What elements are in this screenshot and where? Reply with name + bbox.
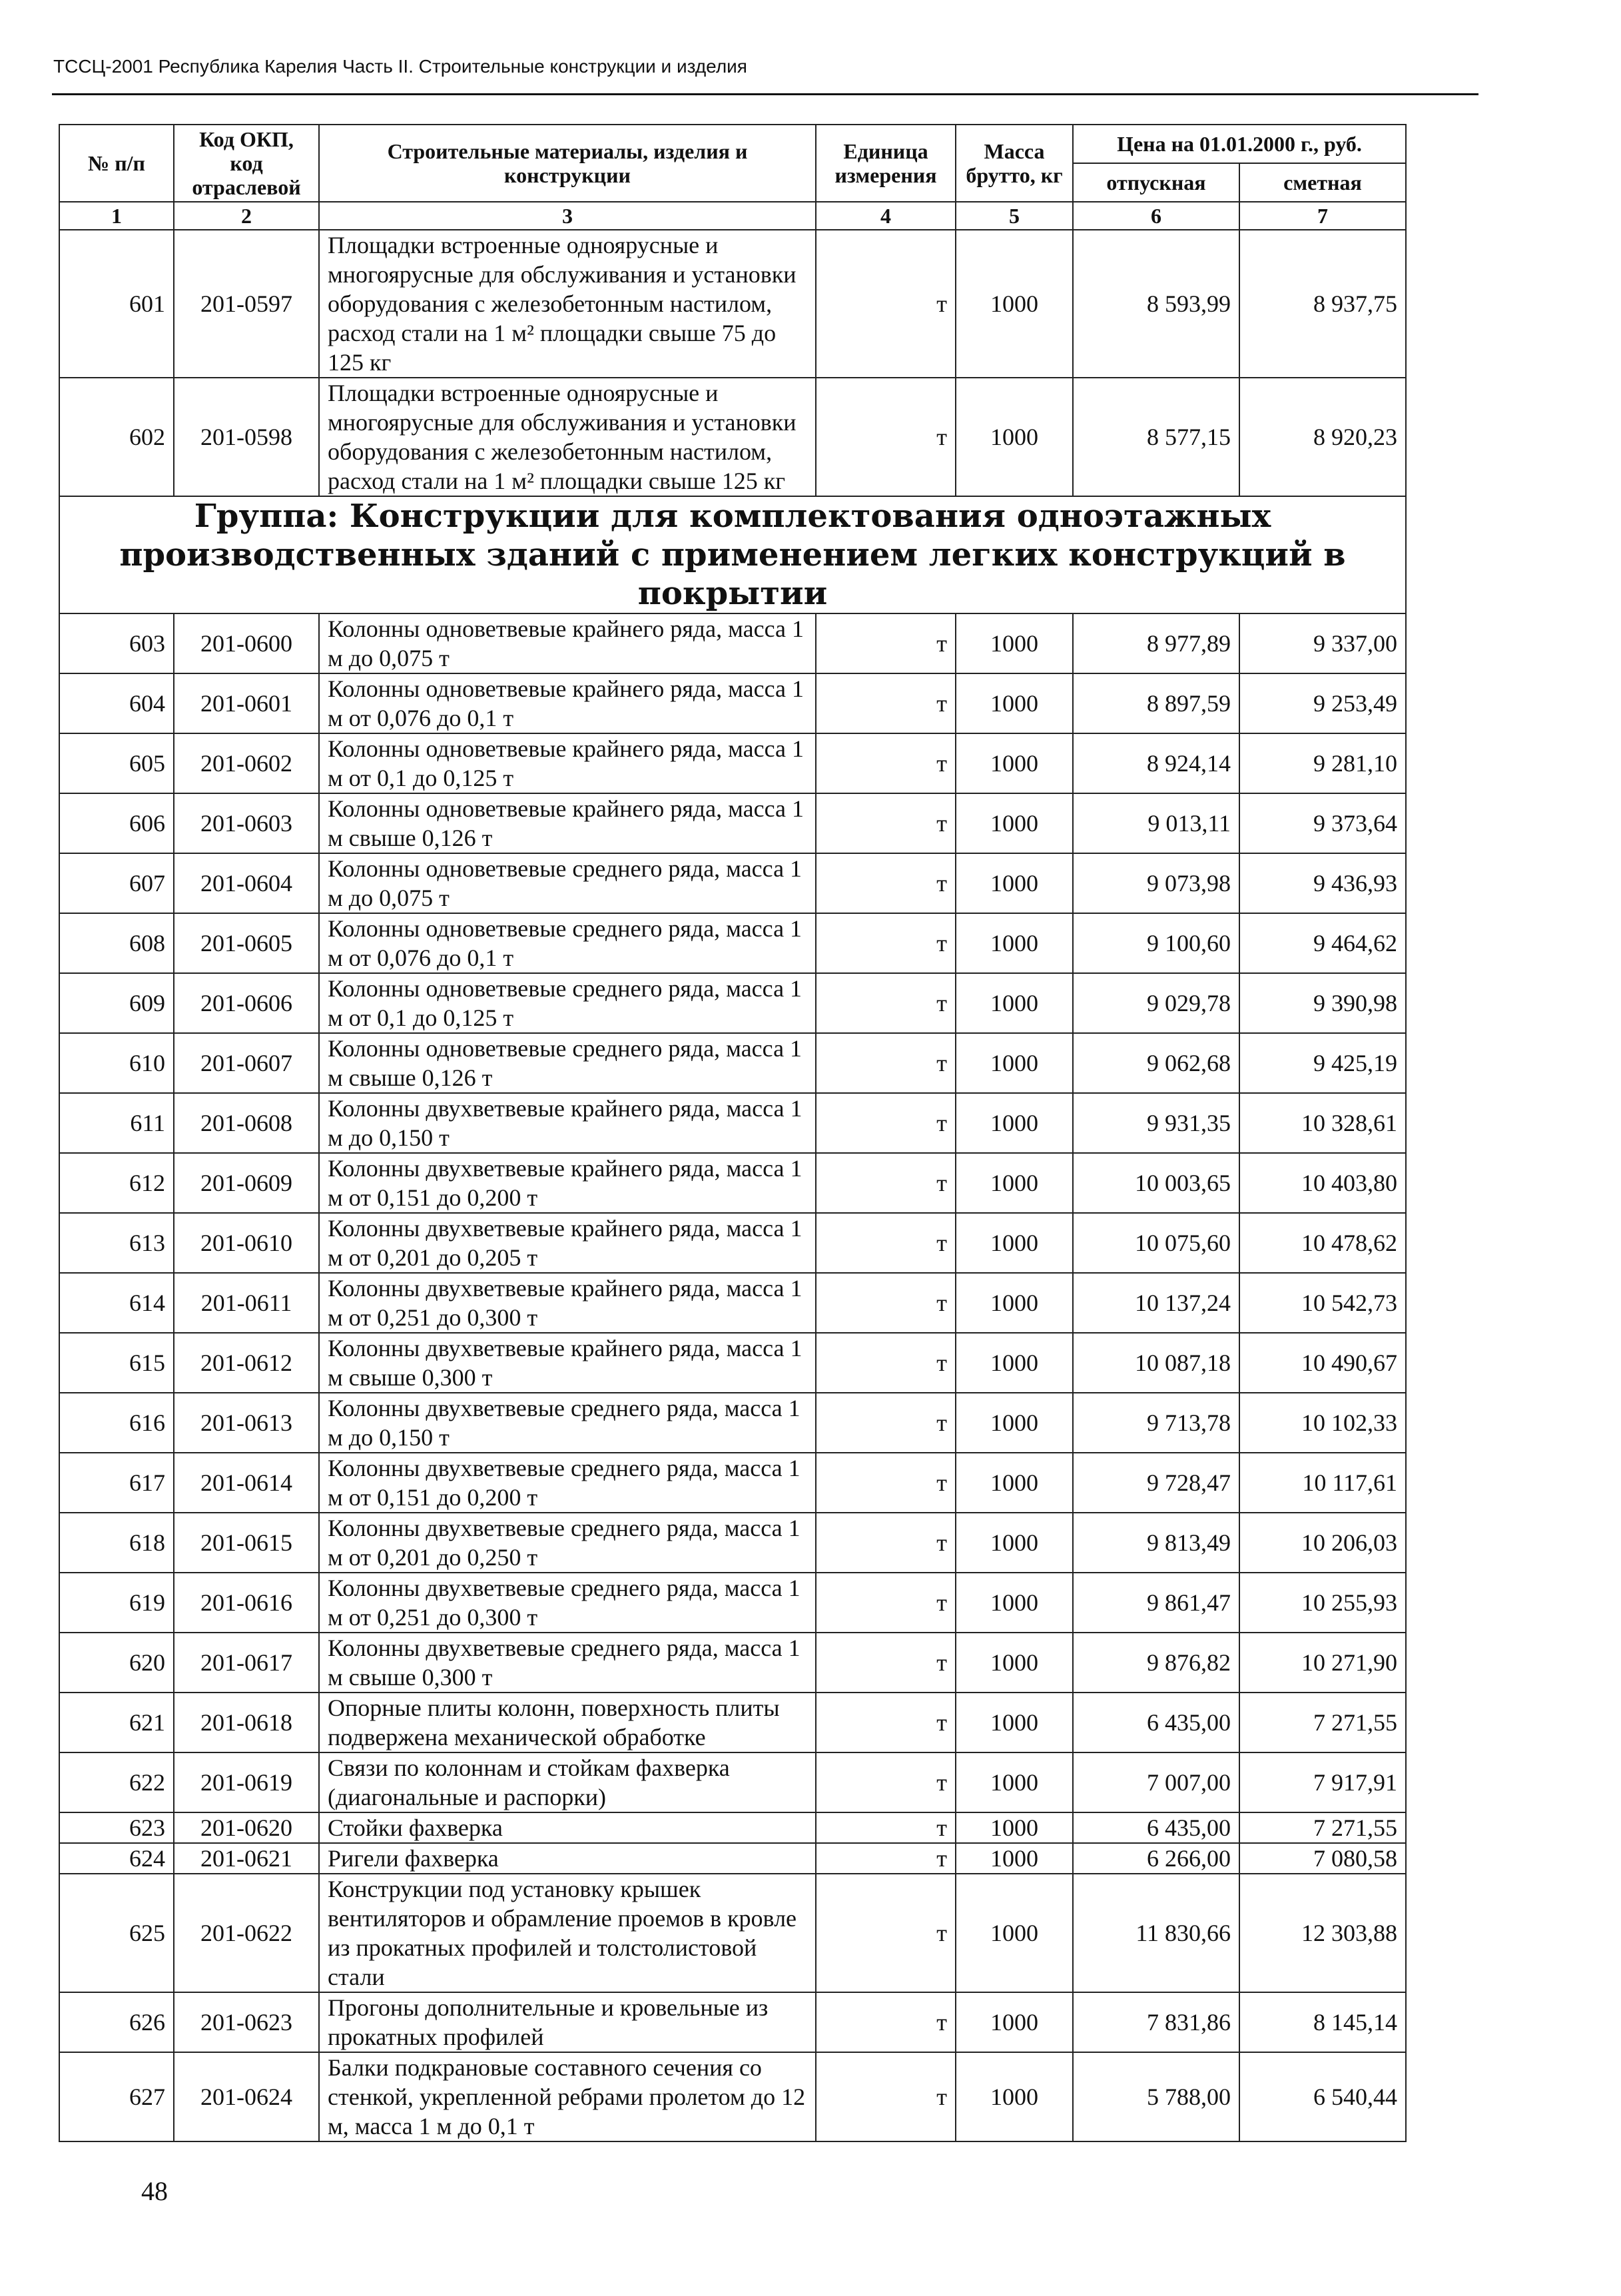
row-name: Колонны двухветвевые крайнего ряда, масса 1 м от 0,201 до 0,205 т <box>319 1213 816 1273</box>
header-code: Код ОКП, код отраслевой <box>174 125 319 202</box>
header-unit: Единица измерения <box>816 125 956 202</box>
table-row <box>59 378 1406 496</box>
row-unit: т <box>816 378 956 496</box>
table-row <box>59 1153 1406 1213</box>
row-code: 201-0618 <box>174 1693 319 1752</box>
row-estimate-price: 10 117,61 <box>1239 1453 1406 1513</box>
header-num: № п/п <box>59 125 174 202</box>
table-row <box>59 613 1406 673</box>
row-estimate-price: 7 080,58 <box>1239 1843 1406 1874</box>
row-mass: 1000 <box>956 1333 1073 1393</box>
row-unit: т <box>816 1633 956 1693</box>
row-code: 201-0622 <box>174 1874 319 1992</box>
row-name: Связи по колоннам и стойкам фахверка (диагональные и распорки) <box>319 1752 816 1812</box>
col-number: 4 <box>816 202 956 230</box>
row-code: 201-0598 <box>174 378 319 496</box>
row-unit: т <box>816 1812 956 1843</box>
col-number: 1 <box>59 202 174 230</box>
table-row <box>59 1573 1406 1633</box>
row-estimate-price: 10 206,03 <box>1239 1513 1406 1573</box>
page-number: 48 <box>141 2176 168 2206</box>
row-number: 627 <box>59 2052 174 2141</box>
row-number: 611 <box>59 1093 174 1153</box>
table-row <box>59 673 1406 733</box>
row-estimate-price: 7 271,55 <box>1239 1693 1406 1752</box>
row-release-price: 9 062,68 <box>1073 1033 1239 1093</box>
row-name: Колонны двухветвевые среднего ряда, масса 1 м свыше 0,300 т <box>319 1633 816 1693</box>
row-name: Площадки встроенные одноярусные и многоярусные для обслуживания и установки оборудования с железобетонным настилом, расход стали на 1 м² площадки свыше 75 до 125 кг <box>319 230 816 378</box>
row-code: 201-0623 <box>174 1992 319 2052</box>
row-name: Колонны одноветвевые крайнего ряда, масса 1 м от 0,076 до 0,1 т <box>319 673 816 733</box>
row-release-price: 8 593,99 <box>1073 230 1239 378</box>
header-mass: Масса брутто, кг <box>956 125 1073 202</box>
row-unit: т <box>816 2052 956 2141</box>
row-mass: 1000 <box>956 793 1073 853</box>
row-name: Колонны одноветвевые среднего ряда, масса 1 м от 0,076 до 0,1 т <box>319 913 816 973</box>
row-number: 614 <box>59 1273 174 1333</box>
row-release-price: 10 075,60 <box>1073 1213 1239 1273</box>
row-name: Колонны двухветвевые среднего ряда, масса 1 м от 0,151 до 0,200 т <box>319 1453 816 1513</box>
row-release-price: 11 830,66 <box>1073 1874 1239 1992</box>
row-estimate-price: 10 255,93 <box>1239 1573 1406 1633</box>
row-mass: 1000 <box>956 1393 1073 1453</box>
row-code: 201-0619 <box>174 1752 319 1812</box>
table-row <box>59 1812 1406 1843</box>
group-title: Группа: Конструкции для комплектования одноэтажных производственных зданий с применением легких конструкций в покрытии <box>59 496 1406 613</box>
row-number: 606 <box>59 793 174 853</box>
row-mass: 1000 <box>956 230 1073 378</box>
row-number: 613 <box>59 1213 174 1273</box>
row-mass: 1000 <box>956 378 1073 496</box>
row-unit: т <box>816 613 956 673</box>
table-row <box>59 1513 1406 1573</box>
table-body-top <box>59 230 1406 496</box>
row-code: 201-0609 <box>174 1153 319 1213</box>
row-code: 201-0624 <box>174 2052 319 2141</box>
row-estimate-price: 9 436,93 <box>1239 853 1406 913</box>
row-mass: 1000 <box>956 1093 1073 1153</box>
row-release-price: 9 100,60 <box>1073 913 1239 973</box>
row-number: 607 <box>59 853 174 913</box>
row-mass: 1000 <box>956 1812 1073 1843</box>
row-unit: т <box>816 853 956 913</box>
row-mass: 1000 <box>956 1992 1073 2052</box>
row-mass: 1000 <box>956 733 1073 793</box>
row-release-price: 9 013,11 <box>1073 793 1239 853</box>
row-name: Колонны одноветвевые крайнего ряда, масса 1 м до 0,075 т <box>319 613 816 673</box>
row-name: Колонны двухветвевые среднего ряда, масса 1 м от 0,251 до 0,300 т <box>319 1573 816 1633</box>
row-code: 201-0610 <box>174 1213 319 1273</box>
row-estimate-price: 6 540,44 <box>1239 2052 1406 2141</box>
price-table <box>59 124 1407 2142</box>
row-number: 612 <box>59 1153 174 1213</box>
row-release-price: 9 728,47 <box>1073 1453 1239 1513</box>
row-name: Колонны двухветвевые крайнего ряда, масса 1 м от 0,151 до 0,200 т <box>319 1153 816 1213</box>
row-release-price: 9 931,35 <box>1073 1093 1239 1153</box>
row-number: 602 <box>59 378 174 496</box>
row-number: 622 <box>59 1752 174 1812</box>
row-code: 201-0597 <box>174 230 319 378</box>
row-estimate-price: 10 328,61 <box>1239 1093 1406 1153</box>
table-row <box>59 1992 1406 2052</box>
row-estimate-price: 7 917,91 <box>1239 1752 1406 1812</box>
table-row <box>59 913 1406 973</box>
row-mass: 1000 <box>956 973 1073 1033</box>
row-number: 605 <box>59 733 174 793</box>
row-code: 201-0616 <box>174 1573 319 1633</box>
row-mass: 1000 <box>956 1573 1073 1633</box>
row-unit: т <box>816 973 956 1033</box>
header-release: отпускная <box>1073 163 1239 202</box>
row-estimate-price: 9 281,10 <box>1239 733 1406 793</box>
row-estimate-price: 10 542,73 <box>1239 1273 1406 1333</box>
row-release-price: 8 924,14 <box>1073 733 1239 793</box>
row-code: 201-0608 <box>174 1093 319 1153</box>
table-row <box>59 1033 1406 1093</box>
row-number: 621 <box>59 1693 174 1752</box>
row-estimate-price: 9 425,19 <box>1239 1033 1406 1093</box>
table-row <box>59 1333 1406 1393</box>
table-row <box>59 1633 1406 1693</box>
row-code: 201-0606 <box>174 973 319 1033</box>
row-mass: 1000 <box>956 1874 1073 1992</box>
row-release-price: 9 876,82 <box>1073 1633 1239 1693</box>
row-name: Колонны двухветвевые крайнего ряда, масса 1 м до 0,150 т <box>319 1093 816 1153</box>
row-estimate-price: 10 490,67 <box>1239 1333 1406 1393</box>
row-number: 626 <box>59 1992 174 2052</box>
row-release-price: 9 861,47 <box>1073 1573 1239 1633</box>
table-row <box>59 793 1406 853</box>
row-code: 201-0601 <box>174 673 319 733</box>
row-release-price: 7 007,00 <box>1073 1752 1239 1812</box>
row-release-price: 10 137,24 <box>1073 1273 1239 1333</box>
col-number: 3 <box>319 202 816 230</box>
row-code: 201-0602 <box>174 733 319 793</box>
row-release-price: 9 073,98 <box>1073 853 1239 913</box>
header-price: Цена на 01.01.2000 г., руб. <box>1073 125 1406 163</box>
header-rule <box>52 93 1478 95</box>
row-unit: т <box>816 1693 956 1752</box>
row-unit: т <box>816 1843 956 1874</box>
table-row <box>59 1093 1406 1153</box>
row-unit: т <box>816 1992 956 2052</box>
row-name: Балки подкрановые составного сечения со стенкой, укрепленной ребрами пролетом до 12 м, масса 1 м до 0,1 т <box>319 2052 816 2141</box>
row-name: Конструкции под установку крышек вентиляторов и обрамление проемов в кровле из прокатных профилей и толстолистовой стали <box>319 1874 816 1992</box>
row-number: 615 <box>59 1333 174 1393</box>
row-release-price: 6 435,00 <box>1073 1693 1239 1752</box>
table-row <box>59 1273 1406 1333</box>
col-number: 2 <box>174 202 319 230</box>
row-mass: 1000 <box>956 1843 1073 1874</box>
row-name: Колонны одноветвевые крайнего ряда, масса 1 м от 0,1 до 0,125 т <box>319 733 816 793</box>
page-header: ТССЦ-2001 Республика Карелия Часть II. Строительные конструкции и изделия <box>53 56 747 77</box>
table-body-main <box>59 613 1406 2141</box>
row-estimate-price: 8 937,75 <box>1239 230 1406 378</box>
row-number: 624 <box>59 1843 174 1874</box>
table-row <box>59 1874 1406 1992</box>
row-unit: т <box>816 913 956 973</box>
row-estimate-price: 10 102,33 <box>1239 1393 1406 1453</box>
table-row <box>59 853 1406 913</box>
row-code: 201-0600 <box>174 613 319 673</box>
row-mass: 1000 <box>956 1693 1073 1752</box>
row-code: 201-0607 <box>174 1033 319 1093</box>
row-code: 201-0615 <box>174 1513 319 1573</box>
row-number: 604 <box>59 673 174 733</box>
row-release-price: 10 087,18 <box>1073 1333 1239 1393</box>
row-name: Колонны двухветвевые среднего ряда, масса 1 м до 0,150 т <box>319 1393 816 1453</box>
row-mass: 1000 <box>956 1633 1073 1693</box>
row-name: Ригели фахверка <box>319 1843 816 1874</box>
row-release-price: 6 266,00 <box>1073 1843 1239 1874</box>
row-release-price: 5 788,00 <box>1073 2052 1239 2141</box>
row-name: Стойки фахверка <box>319 1812 816 1843</box>
row-mass: 1000 <box>956 2052 1073 2141</box>
table-row <box>59 1393 1406 1453</box>
row-estimate-price: 9 253,49 <box>1239 673 1406 733</box>
row-name: Колонны двухветвевые крайнего ряда, масса 1 м от 0,251 до 0,300 т <box>319 1273 816 1333</box>
row-unit: т <box>816 230 956 378</box>
row-release-price: 8 977,89 <box>1073 613 1239 673</box>
row-unit: т <box>816 1453 956 1513</box>
row-mass: 1000 <box>956 1273 1073 1333</box>
row-estimate-price: 9 390,98 <box>1239 973 1406 1033</box>
header-estimate: сметная <box>1239 163 1406 202</box>
row-mass: 1000 <box>956 1153 1073 1213</box>
row-code: 201-0611 <box>174 1273 319 1333</box>
row-estimate-price: 12 303,88 <box>1239 1874 1406 1992</box>
row-name: Колонны двухветвевые крайнего ряда, масса 1 м свыше 0,300 т <box>319 1333 816 1393</box>
table-row <box>59 230 1406 378</box>
table-row <box>59 733 1406 793</box>
row-release-price: 9 813,49 <box>1073 1513 1239 1573</box>
row-mass: 1000 <box>956 1752 1073 1812</box>
table-row <box>59 2052 1406 2141</box>
row-unit: т <box>816 793 956 853</box>
row-estimate-price: 9 337,00 <box>1239 613 1406 673</box>
table-row <box>59 1213 1406 1273</box>
row-release-price: 7 831,86 <box>1073 1992 1239 2052</box>
row-release-price: 9 029,78 <box>1073 973 1239 1033</box>
row-mass: 1000 <box>956 913 1073 973</box>
row-estimate-price: 10 403,80 <box>1239 1153 1406 1213</box>
row-estimate-price: 7 271,55 <box>1239 1812 1406 1843</box>
row-mass: 1000 <box>956 673 1073 733</box>
row-unit: т <box>816 1273 956 1333</box>
row-estimate-price: 9 373,64 <box>1239 793 1406 853</box>
table-row <box>59 1453 1406 1513</box>
row-number: 616 <box>59 1393 174 1453</box>
row-number: 619 <box>59 1573 174 1633</box>
row-unit: т <box>816 733 956 793</box>
row-estimate-price: 10 478,62 <box>1239 1213 1406 1273</box>
row-release-price: 6 435,00 <box>1073 1812 1239 1843</box>
row-number: 610 <box>59 1033 174 1093</box>
row-number: 623 <box>59 1812 174 1843</box>
header-name: Строительные материалы, изделия и конструкции <box>319 125 816 202</box>
row-name: Колонны одноветвевые среднего ряда, масса 1 м от 0,1 до 0,125 т <box>319 973 816 1033</box>
row-name: Колонны одноветвевые среднего ряда, масса 1 м до 0,075 т <box>319 853 816 913</box>
row-unit: т <box>816 1213 956 1273</box>
col-number: 6 <box>1073 202 1239 230</box>
row-unit: т <box>816 673 956 733</box>
row-release-price: 8 897,59 <box>1073 673 1239 733</box>
row-estimate-price: 8 920,23 <box>1239 378 1406 496</box>
row-code: 201-0614 <box>174 1453 319 1513</box>
col-number: 7 <box>1239 202 1406 230</box>
row-code: 201-0621 <box>174 1843 319 1874</box>
row-unit: т <box>816 1333 956 1393</box>
row-number: 625 <box>59 1874 174 1992</box>
row-release-price: 10 003,65 <box>1073 1153 1239 1213</box>
row-release-price: 9 713,78 <box>1073 1393 1239 1453</box>
row-code: 201-0603 <box>174 793 319 853</box>
row-code: 201-0612 <box>174 1333 319 1393</box>
row-code: 201-0617 <box>174 1633 319 1693</box>
row-code: 201-0613 <box>174 1393 319 1453</box>
row-name: Колонны одноветвевые среднего ряда, масса 1 м свыше 0,126 т <box>319 1033 816 1093</box>
row-unit: т <box>816 1093 956 1153</box>
row-name: Колонны двухветвевые среднего ряда, масса 1 м от 0,201 до 0,250 т <box>319 1513 816 1573</box>
row-number: 601 <box>59 230 174 378</box>
row-unit: т <box>816 1153 956 1213</box>
table-row <box>59 1843 1406 1874</box>
row-mass: 1000 <box>956 1213 1073 1273</box>
row-estimate-price: 9 464,62 <box>1239 913 1406 973</box>
row-name: Опорные плиты колонн, поверхность плиты подвержена механической обработке <box>319 1693 816 1752</box>
table-row <box>59 973 1406 1033</box>
col-number: 5 <box>956 202 1073 230</box>
row-mass: 1000 <box>956 1033 1073 1093</box>
row-code: 201-0604 <box>174 853 319 913</box>
row-estimate-price: 10 271,90 <box>1239 1633 1406 1693</box>
row-release-price: 8 577,15 <box>1073 378 1239 496</box>
row-number: 620 <box>59 1633 174 1693</box>
row-number: 617 <box>59 1453 174 1513</box>
row-code: 201-0620 <box>174 1812 319 1843</box>
row-mass: 1000 <box>956 1453 1073 1513</box>
row-unit: т <box>816 1513 956 1573</box>
group-row <box>59 496 1406 613</box>
table-row <box>59 1752 1406 1812</box>
row-unit: т <box>816 1573 956 1633</box>
row-name: Площадки встроенные одноярусные и многоярусные для обслуживания и установки оборудования с железобетонным настилом, расход стали на 1 м² площадки свыше 125 кг <box>319 378 816 496</box>
row-mass: 1000 <box>956 1513 1073 1573</box>
row-mass: 1000 <box>956 613 1073 673</box>
row-code: 201-0605 <box>174 913 319 973</box>
row-number: 618 <box>59 1513 174 1573</box>
row-number: 603 <box>59 613 174 673</box>
row-mass: 1000 <box>956 853 1073 913</box>
table-row <box>59 1693 1406 1752</box>
row-unit: т <box>816 1874 956 1992</box>
row-name: Колонны одноветвевые крайнего ряда, масса 1 м свыше 0,126 т <box>319 793 816 853</box>
row-number: 609 <box>59 973 174 1033</box>
row-unit: т <box>816 1033 956 1093</box>
row-unit: т <box>816 1752 956 1812</box>
row-number: 608 <box>59 913 174 973</box>
row-estimate-price: 8 145,14 <box>1239 1992 1406 2052</box>
row-unit: т <box>816 1393 956 1453</box>
row-name: Прогоны дополнительные и кровельные из прокатных профилей <box>319 1992 816 2052</box>
